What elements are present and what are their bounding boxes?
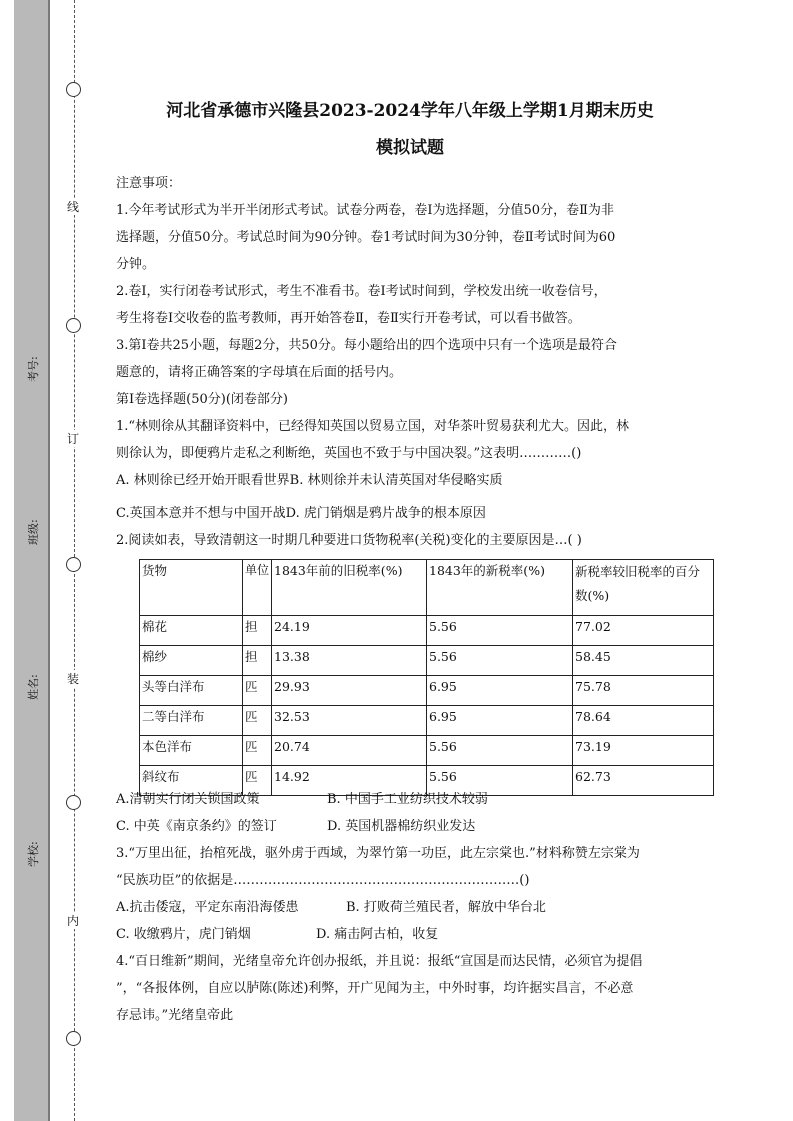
table-row bbox=[140, 706, 714, 736]
note-line: 2.卷Ⅰ，实行闭卷考试形式，考生不准看书。卷Ⅰ考试时间到，学校发出统一收卷信号， bbox=[116, 284, 607, 299]
page-subtitle: 模拟试题 bbox=[376, 138, 444, 158]
table-cell: 75.78 bbox=[573, 676, 714, 706]
q1-options-ab: A. 林则徐已经开始开眼看世界B. 林则徐并未认清英国对华侵略实质 bbox=[116, 473, 503, 488]
table-cell: 14.92 bbox=[272, 766, 427, 796]
page-title: 河北省承德市兴隆县2023-2024学年八年级上学期1月期末历史 bbox=[166, 101, 654, 121]
table-cell: 匹 bbox=[243, 706, 272, 736]
questions-3-4 bbox=[116, 840, 696, 1029]
table-row bbox=[140, 676, 714, 706]
table-cell: 斜纹布 bbox=[140, 766, 243, 796]
q1-stem: 则徐认为，即便鸦片走私之利断绝，英国也不致于与中国决裂。”这表明…………() bbox=[116, 446, 582, 461]
q3-option-b: B. 打败荷兰殖民者，解放中华台北 bbox=[346, 900, 546, 915]
table-header: 1843年的新税率(%) bbox=[427, 560, 573, 616]
table-cell: 棉纱 bbox=[140, 646, 243, 676]
table-cell: 62.73 bbox=[573, 766, 714, 796]
table-cell: 棉花 bbox=[140, 616, 243, 646]
binding-hole bbox=[66, 318, 81, 333]
note-line: 1.今年考试形式为半开半闭形式考试。试卷分两卷，卷Ⅰ为选择题，分值50分，卷Ⅱ为非 bbox=[116, 203, 614, 218]
section-heading: 第Ⅰ卷选择题(50分)(闭卷部分) bbox=[116, 392, 288, 407]
q2-option-a: A.清朝实行闭关锁国政策 bbox=[116, 792, 260, 807]
seal-char-xian: 线 bbox=[63, 198, 83, 215]
table-cell: 匹 bbox=[243, 676, 272, 706]
seal-char-zhuang: 装 bbox=[63, 670, 83, 687]
q3-option-a: A.抗击倭寇，平定东南沿海倭患 bbox=[116, 900, 299, 915]
table-cell: 73.19 bbox=[573, 736, 714, 766]
binding-hole bbox=[66, 82, 81, 97]
table-cell: 58.45 bbox=[573, 646, 714, 676]
table-cell: 二等白洋布 bbox=[140, 706, 243, 736]
table-cell: 29.93 bbox=[272, 676, 427, 706]
table-cell: 5.56 bbox=[427, 646, 573, 676]
q4-stem: 4.“百日维新”期间，光绪皇帝允许创办报纸，并且说：报纸“宣国是而达民情，必须官为提倡 bbox=[116, 954, 643, 969]
table-cell: 5.56 bbox=[427, 736, 573, 766]
table-cell: 匹 bbox=[243, 766, 272, 796]
table-header: 货物 bbox=[140, 560, 243, 616]
table-cell: 20.74 bbox=[272, 736, 427, 766]
table-cell: 5.56 bbox=[427, 616, 573, 646]
table-cell: 本色洋布 bbox=[140, 736, 243, 766]
table-cell: 6.95 bbox=[427, 676, 573, 706]
q4-stem: 存忌讳。”光绪皇帝此 bbox=[116, 1008, 234, 1023]
notes-heading: 注意事项： bbox=[116, 176, 182, 191]
table-row bbox=[140, 616, 714, 646]
note-line: 分钟。 bbox=[116, 257, 156, 272]
binding-hole bbox=[66, 1031, 81, 1046]
seal-char-ding: 订 bbox=[63, 430, 83, 447]
q3-stem: “民族功臣”的依据是…………………………………………………………() bbox=[116, 873, 530, 888]
q1-stem: 1.“林则徐从其翻译资料中，已经得知英国以贸易立国，对华茶叶贸易获利尤大。因此，林 bbox=[116, 419, 630, 434]
binding-strip bbox=[14, 0, 50, 1121]
table-row bbox=[140, 646, 714, 676]
table-cell: 担 bbox=[243, 646, 272, 676]
note-line: 考生将卷Ⅰ交收卷的监考教师，再开始答卷Ⅱ，卷Ⅱ实行开卷考试，可以看书做答。 bbox=[116, 311, 581, 326]
table-cell: 头等白洋布 bbox=[140, 676, 243, 706]
table-cell: 5.56 bbox=[427, 766, 573, 796]
table-cell: 6.95 bbox=[427, 706, 573, 736]
table-header-row bbox=[140, 560, 714, 616]
note-line: 选择题，分值50分。考试总时间为90分钟。卷1考试时间为30分钟，卷Ⅱ考试时间为60 bbox=[116, 230, 616, 245]
name-field: 姓名: bbox=[27, 674, 40, 700]
note-line: 3.第Ⅰ卷共25小题，每题2分，共50分。每小题给出的四个选项中只有一个选项是最符合 bbox=[116, 338, 617, 353]
seal-char-nei: 内 bbox=[63, 912, 83, 929]
tax-rate-table bbox=[139, 559, 714, 796]
q2-option-d: D. 英国机器棉纺织业发达 bbox=[327, 819, 476, 834]
table-header: 新税率较旧税率的百分数(%) bbox=[573, 560, 714, 616]
table-cell: 77.02 bbox=[573, 616, 714, 646]
table-cell: 匹 bbox=[243, 736, 272, 766]
table-cell: 13.38 bbox=[272, 646, 427, 676]
notes-block bbox=[116, 170, 691, 554]
exam-number-field: 考号: bbox=[27, 356, 40, 382]
q3-option-d: D. 痛击阿古柏，收复 bbox=[316, 927, 439, 942]
q2-options bbox=[116, 786, 716, 840]
q3-stem: 3.“万里出征，抬棺死战，驱外虏于西域，为翠竹第一功臣，此左宗棠也.”材料称赞左宗棠为 bbox=[116, 846, 640, 861]
table-header: 单位 bbox=[243, 560, 272, 616]
q2-option-b: B. 中国手工业纺织技术较弱 bbox=[327, 792, 488, 807]
school-field: 学校: bbox=[27, 841, 40, 867]
binding-hole bbox=[66, 557, 81, 572]
class-field: 班级: bbox=[27, 519, 40, 545]
q4-stem: ”，“各报体例，自应以胪陈(陈述)利弊，开广见闻为主，中外时事，均许据实昌言，不必意 bbox=[116, 981, 634, 996]
table-row bbox=[140, 736, 714, 766]
q1-options-cd: C.英国本意并不想与中国开战D. 虎门销烟是鸦片战争的根本原因 bbox=[116, 506, 486, 521]
table-cell: 24.19 bbox=[272, 616, 427, 646]
q2-option-c: C. 中英《南京条约》的签订 bbox=[116, 819, 277, 834]
note-line: 题意的，请将正确答案的字母填在后面的括号内。 bbox=[116, 365, 403, 380]
table-cell: 78.64 bbox=[573, 706, 714, 736]
table-header: 1843年前的旧税率(%) bbox=[272, 560, 427, 616]
q2-stem: 2.阅读如表，导致清朝这一时期几种要进口货物税率(关税)变化的主要原因是…( ) bbox=[116, 533, 582, 548]
table-cell: 担 bbox=[243, 616, 272, 646]
q3-option-c: C. 收缴鸦片，虎门销烟 bbox=[116, 927, 251, 942]
binding-hole bbox=[66, 795, 81, 810]
table-cell: 32.53 bbox=[272, 706, 427, 736]
